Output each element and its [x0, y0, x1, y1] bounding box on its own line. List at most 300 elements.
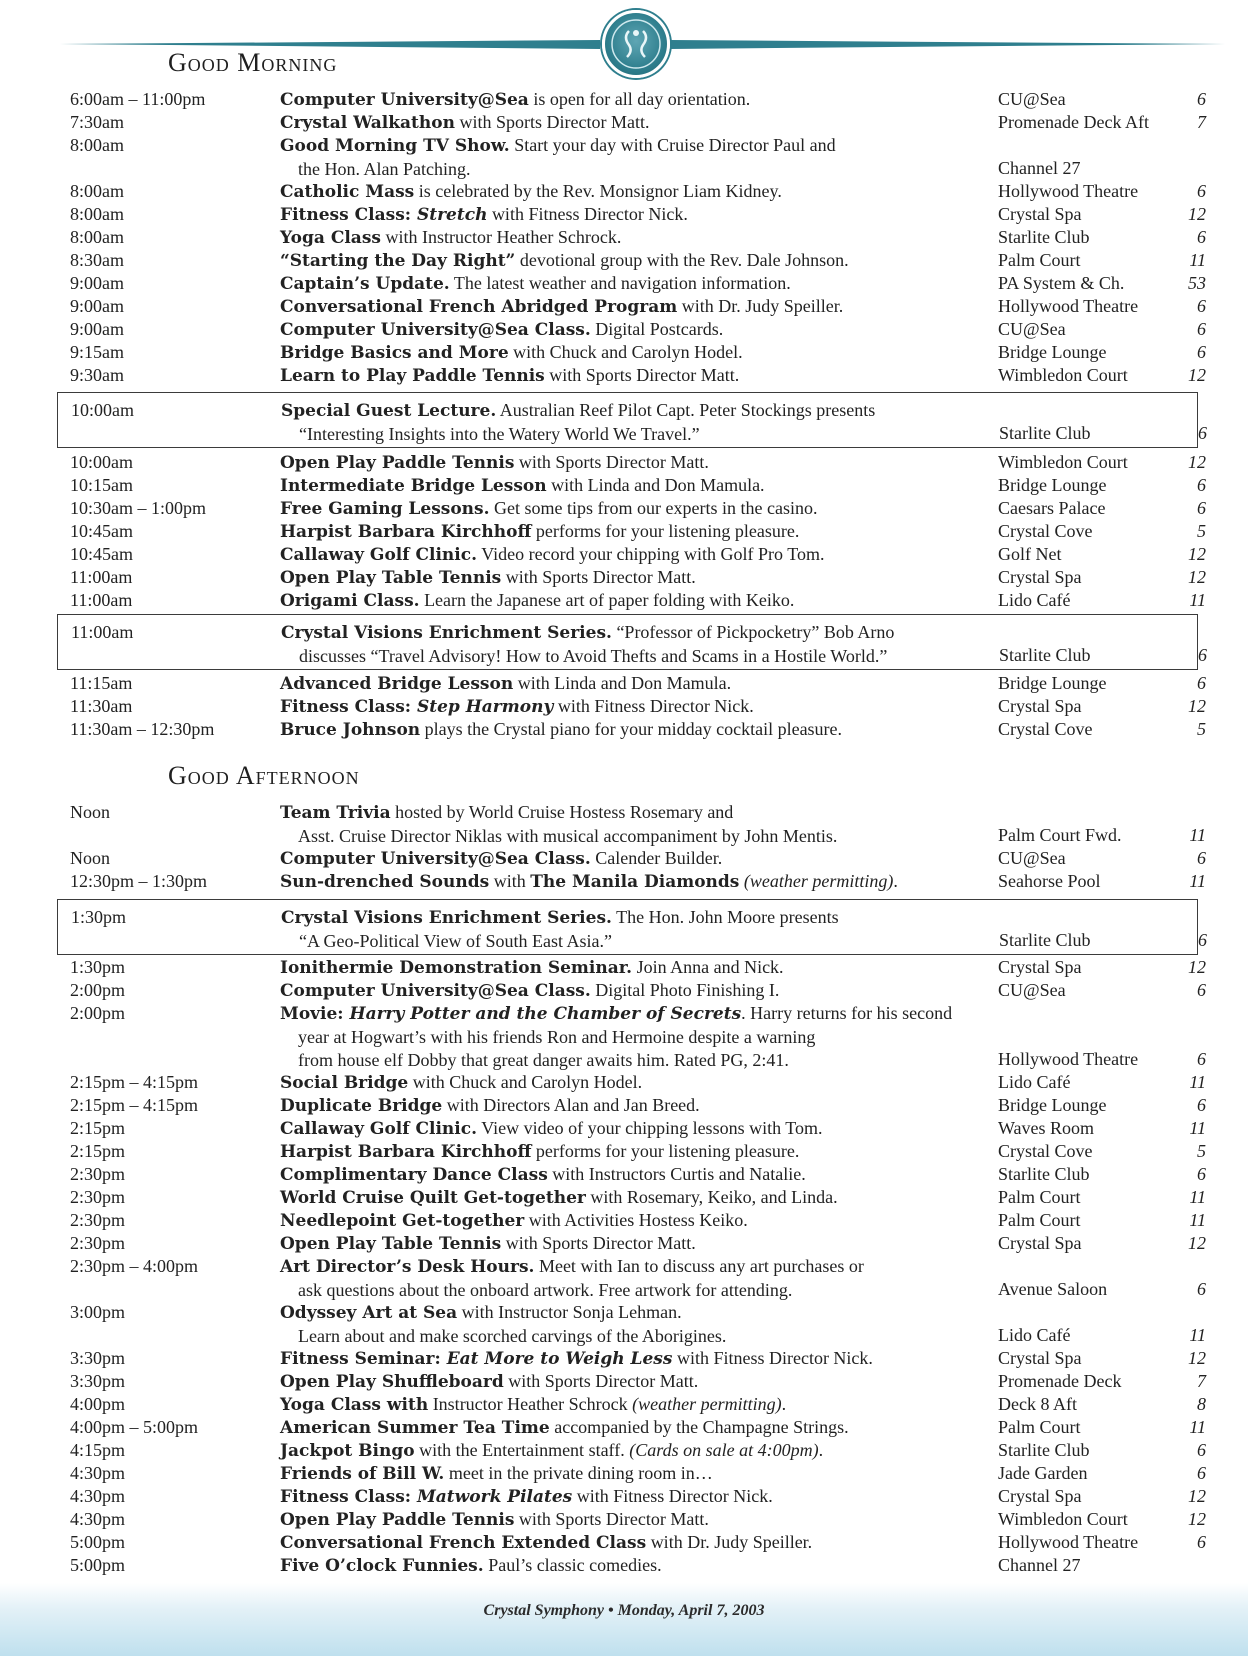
description-line	[280, 474, 1000, 498]
description-line	[280, 451, 1000, 475]
event-text: Learn about and make scorched carvings of the Aborigines.	[298, 1326, 727, 1346]
event-text: with	[489, 871, 531, 891]
event-text: Learn the Japanese art of paper folding with Keiko.	[419, 590, 795, 610]
event-deck: 6	[1198, 423, 1207, 443]
schedule-row	[0, 1301, 1248, 1347]
description-line	[280, 497, 1000, 521]
event-venue: Channel 27	[998, 158, 1081, 178]
schedule-row	[0, 1163, 1248, 1186]
event-text: Digital Photo Finishing I.	[590, 980, 780, 1000]
description-line	[280, 1094, 1000, 1118]
description-line	[280, 1186, 1000, 1210]
schedule-row	[1, 621, 1248, 667]
event-text: ask questions about the onboard artwork. Free artwork for attending.	[298, 1280, 793, 1300]
event-time: 2:30pm	[70, 1233, 126, 1253]
event-venue: Hollywood Theatre	[998, 181, 1139, 201]
description-line	[280, 272, 1000, 296]
event-deck: 6	[1197, 89, 1206, 109]
event-text: performs for your listening pleasure.	[531, 521, 800, 541]
event-description	[280, 249, 1000, 273]
description-line	[280, 1325, 1000, 1348]
event-deck: 7	[1197, 1371, 1206, 1391]
event-deck: 11	[1189, 250, 1206, 270]
event-title: Friends of Bill W.	[280, 1464, 445, 1484]
schedule-row	[0, 272, 1248, 295]
description-line	[280, 1508, 1000, 1532]
event-description	[280, 1117, 1000, 1141]
event-description	[280, 134, 1000, 181]
event-description	[280, 1416, 1000, 1440]
event-venue: Seahorse Pool	[998, 871, 1101, 891]
event-time: 2:30pm – 4:00pm	[70, 1256, 199, 1276]
schedule-row	[0, 1209, 1248, 1232]
event-venue: CU@Sea	[998, 319, 1066, 339]
event-venue: Crystal Spa	[998, 1233, 1082, 1253]
schedule-row	[0, 1255, 1248, 1301]
description-line	[280, 318, 1000, 342]
event-description	[280, 203, 1000, 227]
schedule-row	[0, 1071, 1248, 1094]
event-venue: Golf Net	[998, 544, 1062, 564]
event-venue: Palm Court Fwd.	[998, 825, 1122, 845]
event-title: Open Play Table Tennis	[280, 568, 502, 588]
section-title-morning: Good Morning	[168, 48, 338, 77]
schedule-row	[0, 1232, 1248, 1255]
event-time: 2:30pm	[70, 1210, 126, 1230]
event-description	[280, 474, 1000, 498]
description-line	[280, 203, 1000, 227]
event-text: meet in the private dining room in…	[444, 1463, 713, 1483]
event-time: 1:30pm	[71, 907, 127, 927]
schedule-row	[1, 399, 1248, 445]
event-title: Step Harmony	[416, 697, 554, 717]
description-line	[280, 1347, 1000, 1371]
event-text: with Fitness Director Nick.	[572, 1486, 773, 1506]
event-title: Computer University@Sea Class.	[280, 849, 591, 869]
event-title: Learn to Play Paddle Tennis	[280, 366, 545, 386]
description-line	[280, 226, 1000, 250]
description-line	[280, 1049, 1000, 1072]
event-venue: Bridge Lounge	[998, 1095, 1107, 1115]
description-line	[280, 1071, 1000, 1095]
event-title: Fitness Class:	[280, 205, 417, 225]
event-time: 9:00am	[70, 296, 124, 316]
event-venue: Wimbledon Court	[998, 365, 1128, 385]
event-title: Crystal Visions Enrichment Series.	[281, 623, 612, 643]
description-line	[280, 1002, 1000, 1026]
description-line	[280, 1554, 1000, 1578]
schedule-row	[0, 1531, 1248, 1554]
event-text: devotional group with the Rev. Dale Johnson.	[515, 250, 849, 270]
morning-schedule-continued	[0, 451, 1248, 612]
event-text: (Cards on sale at 4:00pm)	[629, 1440, 819, 1460]
event-text: .	[893, 871, 898, 891]
event-venue: Caesars Palace	[998, 498, 1106, 518]
event-text: .	[781, 1394, 787, 1414]
event-deck: 11	[1189, 1118, 1206, 1138]
event-description	[280, 1301, 1000, 1348]
description-line	[281, 423, 1001, 446]
event-venue: Starlite Club	[999, 930, 1091, 950]
event-deck: 5	[1197, 719, 1206, 739]
schedule-row	[0, 1347, 1248, 1370]
event-time: 7:30am	[70, 112, 124, 132]
event-venue: Starlite Club	[999, 645, 1091, 665]
event-text: The latest weather and navigation information.	[449, 273, 791, 293]
event-description	[280, 672, 1000, 696]
event-deck: 12	[1188, 1486, 1206, 1506]
schedule-row	[0, 718, 1248, 741]
schedule-row	[0, 226, 1248, 249]
event-deck: 6	[1197, 319, 1206, 339]
schedule-row	[0, 1462, 1248, 1485]
event-description	[280, 1094, 1000, 1118]
event-description	[280, 956, 1000, 980]
event-title: Social Bridge	[280, 1073, 409, 1093]
schedule-row	[0, 111, 1248, 134]
event-description	[280, 695, 1000, 719]
event-text: View video of your chipping lessons with Tom.	[477, 1118, 823, 1138]
event-title: “Starting the Day Right”	[280, 251, 516, 271]
event-time: 8:00am	[70, 227, 124, 247]
event-description	[280, 1370, 1000, 1394]
event-venue: Wimbledon Court	[998, 452, 1128, 472]
event-description	[280, 272, 1000, 296]
event-title: American Summer Tea Time	[280, 1418, 550, 1438]
event-description	[281, 621, 1001, 668]
event-title: Duplicate Bridge	[280, 1096, 443, 1116]
event-title: Movie:	[280, 1004, 350, 1024]
event-time: 2:15pm	[70, 1141, 126, 1161]
event-venue: Avenue Saloon	[998, 1279, 1108, 1299]
event-description	[281, 906, 1001, 953]
event-venue: Lido Café	[998, 590, 1071, 610]
event-venue: Palm Court	[998, 1210, 1081, 1230]
event-title: Matwork Pilates	[416, 1487, 573, 1507]
event-description	[280, 497, 1000, 521]
event-title: Harpist Barbara Kirchhoff	[280, 1142, 532, 1162]
event-deck: 6	[1197, 1164, 1206, 1184]
event-deck: 11	[1189, 825, 1206, 845]
late-morning-schedule	[0, 672, 1248, 741]
event-title: Art Director’s Desk Hours.	[280, 1257, 535, 1277]
event-title: Computer University@Sea	[280, 90, 529, 110]
event-description	[280, 1071, 1000, 1095]
event-venue: Palm Court	[998, 1187, 1081, 1207]
schedule-row	[0, 1554, 1248, 1577]
event-venue: Palm Court	[998, 1417, 1081, 1437]
description-line	[280, 249, 1000, 273]
event-time: 8:30am	[70, 250, 124, 270]
event-deck: 6	[1197, 1532, 1206, 1552]
event-time: 4:00pm	[70, 1394, 126, 1414]
schedule-row	[0, 801, 1248, 847]
event-description	[280, 364, 1000, 388]
event-deck: 12	[1188, 1233, 1206, 1253]
event-time: 10:45am	[70, 521, 133, 541]
schedule-row	[0, 979, 1248, 1002]
event-text: .	[818, 1440, 824, 1460]
description-line	[281, 399, 1001, 423]
event-text: with Fitness Director Nick.	[553, 696, 754, 716]
event-description	[280, 88, 1000, 112]
event-description	[280, 979, 1000, 1003]
event-description	[280, 718, 1000, 742]
event-title: Yoga Class	[280, 228, 381, 248]
event-title: Sun-drenched Sounds	[280, 872, 490, 892]
description-line	[280, 695, 1000, 719]
event-title: Crystal Walkathon	[280, 113, 455, 133]
description-line	[280, 1485, 1000, 1509]
event-description	[280, 180, 1000, 204]
event-time: 1:30pm	[70, 957, 126, 977]
event-text: (weather permitting)	[632, 1394, 782, 1414]
event-deck: 6	[1197, 227, 1206, 247]
schedule-row	[0, 1485, 1248, 1508]
event-title: Callaway Golf Clinic.	[280, 545, 478, 565]
description-line	[281, 906, 1001, 930]
event-venue: Crystal Spa	[998, 567, 1082, 587]
event-title: Catholic Mass	[280, 182, 415, 202]
event-time: 11:00am	[70, 567, 133, 587]
event-time: 8:00am	[70, 204, 124, 224]
event-deck: 11	[1189, 871, 1206, 891]
description-line	[280, 566, 1000, 590]
event-venue: Starlite Club	[999, 423, 1091, 443]
event-description	[280, 870, 1000, 894]
event-text: performs for your listening pleasure.	[531, 1141, 800, 1161]
event-text: with Fitness Director Nick.	[487, 204, 688, 224]
description-line	[280, 1301, 1000, 1325]
event-deck: 6	[1197, 673, 1206, 693]
event-deck: 6	[1197, 342, 1206, 362]
event-time: 11:30am	[70, 696, 133, 716]
event-time: 11:30am – 12:30pm	[70, 719, 215, 739]
event-deck: 8	[1197, 1394, 1206, 1414]
event-deck: 11	[1189, 1325, 1206, 1345]
event-text: with Fitness Director Nick.	[672, 1348, 873, 1368]
event-title: Good Morning TV Show.	[280, 136, 510, 156]
description-line	[280, 1026, 1000, 1049]
event-text: Video record your chipping with Golf Pro Tom.	[477, 544, 825, 564]
event-deck: 7	[1197, 112, 1206, 132]
event-deck: 11	[1189, 1072, 1206, 1092]
event-time: 11:15am	[70, 673, 133, 693]
event-title: Computer University@Sea Class.	[280, 981, 591, 1001]
event-description	[281, 399, 1001, 446]
event-deck: 6	[1198, 930, 1207, 950]
event-venue: Hollywood Theatre	[998, 296, 1139, 316]
description-line	[280, 1117, 1000, 1141]
schedule-row	[0, 497, 1248, 520]
event-title: Harpist Barbara Kirchhoff	[280, 522, 532, 542]
description-line	[280, 1140, 1000, 1164]
schedule-row	[0, 566, 1248, 589]
event-description	[280, 295, 1000, 319]
event-title: Open Play Table Tennis	[280, 1234, 502, 1254]
schedule-row	[1, 906, 1248, 952]
event-time: 4:00pm – 5:00pm	[70, 1417, 199, 1437]
event-text: “Interesting Insights into the Watery World We Travel.”	[299, 424, 700, 444]
description-line	[280, 1531, 1000, 1555]
description-line	[280, 295, 1000, 319]
event-description	[280, 451, 1000, 475]
event-description	[280, 1209, 1000, 1233]
description-line	[280, 88, 1000, 112]
event-deck: 6	[1197, 1279, 1206, 1299]
event-venue: Wimbledon Court	[998, 1509, 1128, 1529]
event-time: 2:15pm	[70, 1118, 126, 1138]
event-description	[280, 1531, 1000, 1555]
event-text: discusses “Travel Advisory! How to Avoid Thefts and Scams in a Hostile World.”	[299, 646, 888, 666]
event-deck: 6	[1197, 498, 1206, 518]
schedule-row	[0, 672, 1248, 695]
schedule-row	[0, 1508, 1248, 1531]
description-line	[280, 1439, 1000, 1463]
description-line	[280, 1163, 1000, 1187]
event-deck: 12	[1188, 696, 1206, 716]
event-text: Calender Builder.	[590, 848, 723, 868]
event-time: 5:00pm	[70, 1532, 126, 1552]
event-text: with Instructor Heather Schrock.	[380, 227, 622, 247]
schedule-row	[0, 520, 1248, 543]
event-title: Yoga Class with	[280, 1395, 429, 1415]
event-time: 4:30pm	[70, 1463, 126, 1483]
event-description	[280, 1140, 1000, 1164]
event-title: Computer University@Sea Class.	[280, 320, 591, 340]
schedule-row	[0, 318, 1248, 341]
description-line	[280, 1255, 1000, 1279]
event-venue: Starlite Club	[998, 227, 1090, 247]
description-line	[280, 801, 1000, 825]
event-text: plays the Crystal piano for your midday cocktail pleasure.	[420, 719, 843, 739]
event-description	[280, 1255, 1000, 1302]
event-title: Complimentary Dance Class	[280, 1165, 548, 1185]
event-description	[280, 318, 1000, 342]
schedule-row	[0, 1370, 1248, 1393]
seahorse-emblem-icon	[602, 10, 670, 78]
event-text: is open for all day orientation.	[528, 89, 751, 109]
event-text: the Hon. Alan Patching.	[298, 159, 471, 179]
event-time: 5:00pm	[70, 1555, 126, 1575]
event-text: . Harry returns for his second	[741, 1003, 953, 1023]
event-title: Intermediate Bridge Lesson	[280, 476, 547, 496]
event-text: year at Hogwart’s with his friends Ron and Hermoine despite a warning	[298, 1027, 816, 1047]
event-description	[280, 1508, 1000, 1532]
event-description	[280, 847, 1000, 871]
event-time: Noon	[70, 848, 110, 868]
event-time: 10:30am – 1:00pm	[70, 498, 206, 518]
schedule-row	[0, 1416, 1248, 1439]
event-venue: Starlite Club	[998, 1164, 1090, 1184]
event-time: 9:00am	[70, 319, 124, 339]
event-text: with Instructors Curtis and Natalie.	[547, 1164, 806, 1184]
event-deck: 11	[1189, 1187, 1206, 1207]
event-text: with Chuck and Carolyn Hodel.	[508, 342, 743, 362]
schedule-row	[0, 134, 1248, 180]
event-time: 2:00pm	[70, 980, 126, 1000]
event-title: Origami Class.	[280, 591, 420, 611]
event-venue: Crystal Spa	[998, 204, 1082, 224]
description-line	[280, 1393, 1000, 1417]
event-title: Open Play Shuffleboard	[280, 1372, 504, 1392]
event-time: 9:30am	[70, 365, 124, 385]
event-time: 3:30pm	[70, 1371, 126, 1391]
event-deck: 12	[1188, 957, 1206, 977]
event-text: The Hon. John Moore presents	[611, 907, 839, 927]
event-text: Get some tips from our experts in the casino.	[489, 498, 818, 518]
event-text: with Rosemary, Keiko, and Linda.	[585, 1187, 838, 1207]
schedule-row	[0, 1140, 1248, 1163]
event-deck: 12	[1188, 1348, 1206, 1368]
description-line	[280, 825, 1000, 848]
event-title: Harry Potter and the Chamber of Secrets	[349, 1004, 742, 1024]
event-time: 4:30pm	[70, 1486, 126, 1506]
event-title: Open Play Paddle Tennis	[280, 1510, 515, 1530]
event-venue: CU@Sea	[998, 980, 1066, 1000]
event-text: with Sports Director Matt.	[501, 567, 696, 587]
event-description	[280, 1186, 1000, 1210]
description-line	[280, 672, 1000, 696]
event-title: Conversational French Abridged Program	[280, 297, 678, 317]
description-line	[280, 134, 1000, 158]
event-venue: Promenade Deck	[998, 1371, 1122, 1391]
event-description	[280, 1002, 1000, 1072]
section-title-afternoon: Good Afternoon	[168, 761, 360, 790]
event-deck: 6	[1197, 980, 1206, 1000]
schedule-row	[0, 295, 1248, 318]
event-deck: 6	[1197, 1095, 1206, 1115]
event-title: The Manila Diamonds	[530, 872, 740, 892]
event-text: with Linda and Don Mamula.	[513, 673, 732, 693]
description-line	[280, 718, 1000, 742]
event-time: 11:00am	[70, 590, 133, 610]
schedule-row	[0, 249, 1248, 272]
event-time: 9:00am	[70, 273, 124, 293]
event-title: World Cruise Quilt Get-together	[280, 1188, 586, 1208]
event-venue: CU@Sea	[998, 89, 1066, 109]
event-deck: 12	[1188, 452, 1206, 472]
event-time: Noon	[70, 802, 110, 822]
event-time: 2:30pm	[70, 1164, 126, 1184]
schedule-row	[0, 341, 1248, 364]
featured-event-box	[57, 392, 1207, 448]
event-venue: Crystal Spa	[998, 1348, 1082, 1368]
event-time: 2:15pm – 4:15pm	[70, 1072, 199, 1092]
event-venue: Crystal Cove	[998, 719, 1093, 739]
event-text: with Activities Hostess Keiko.	[524, 1210, 748, 1230]
description-line	[280, 341, 1000, 365]
description-line	[280, 870, 1000, 894]
event-deck: 6	[1197, 181, 1206, 201]
event-title: Fitness Seminar:	[280, 1349, 447, 1369]
description-line	[281, 930, 1001, 953]
schedule-row	[0, 203, 1248, 226]
featured-event-box	[57, 899, 1207, 955]
event-text: Join Anna and Nick.	[632, 957, 784, 977]
event-title: Free Gaming Lessons.	[280, 499, 490, 519]
event-title: Stretch	[416, 205, 488, 225]
event-deck: 12	[1188, 365, 1206, 385]
schedule-row	[0, 956, 1248, 979]
description-line	[281, 621, 1001, 645]
event-title: Bridge Basics and More	[280, 343, 509, 363]
schedule-row	[0, 1002, 1248, 1071]
schedule-row	[0, 364, 1248, 387]
event-deck: 12	[1188, 204, 1206, 224]
event-description	[280, 1163, 1000, 1187]
event-text: Asst. Cruise Director Niklas with musical accompaniment by John Mentis.	[298, 826, 838, 846]
